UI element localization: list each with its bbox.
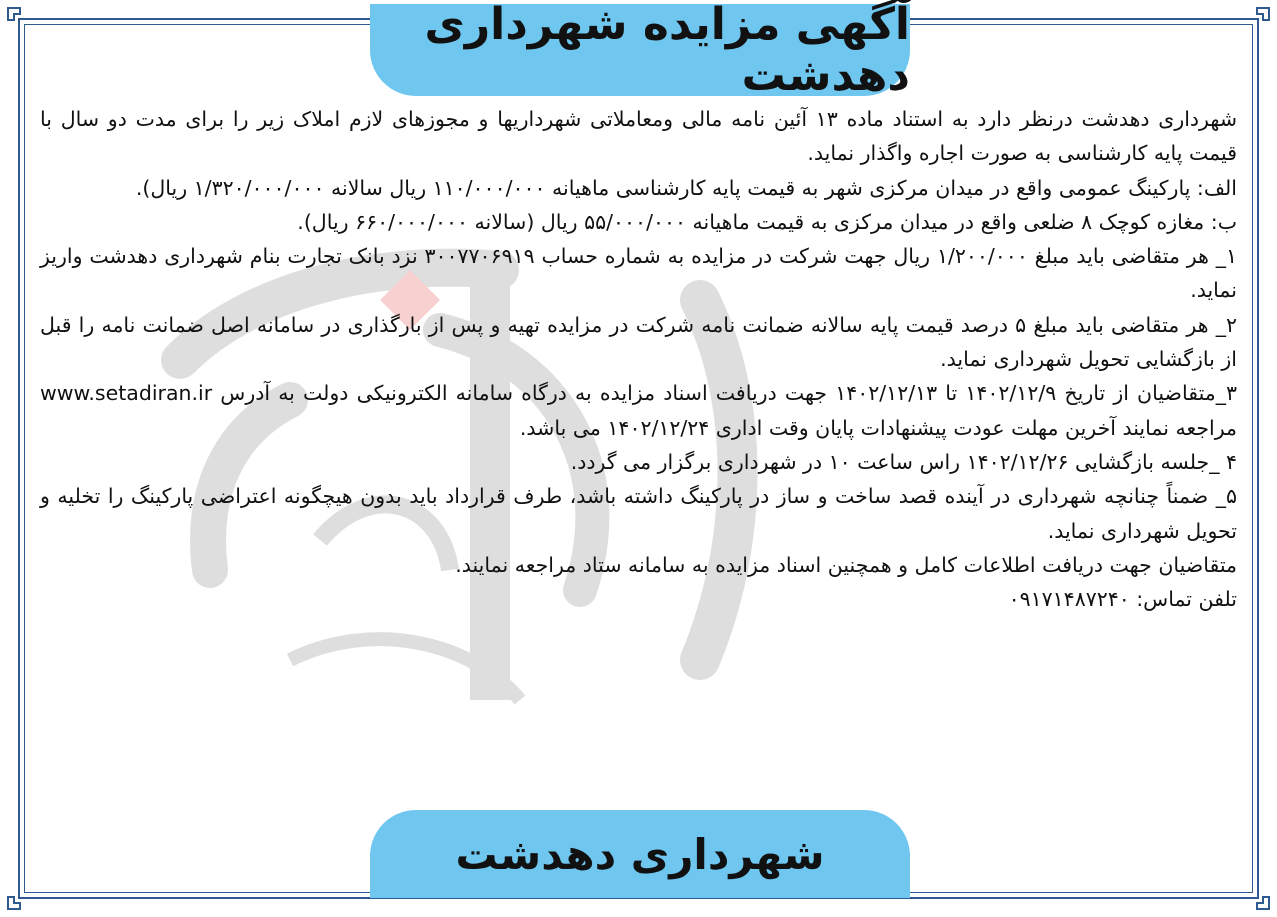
corner-ornament-icon: [1245, 6, 1271, 32]
intro-paragraph: شهرداری دهدشت درنظر دارد به استناد ماده ۱۳ آئین نامه مالی ومعاملاتی شهرداریها و مجوزهای لازم املاک زیر را برای مدت دو سال با قیمت پایه کارشناسی به صورت اجاره واگذار نماید.: [40, 107, 1237, 166]
condition-3-paragraph: ۳_متقاضیان از تاریخ ۱۴۰۲/۱۲/۹ تا ۱۴۰۲/۱۲/۱۳ جهت دریافت اسناد مزایده به درگاه سامانه الکترونیکی دولت به آدرس www.setadiran.ir مراجعه نمایند آخرین مهلت عودت پیشنهادات پایان وقت اداری ۱۴۰۲/۱۲/۲۴ می باشد.: [40, 381, 1238, 440]
footer-banner: [370, 810, 910, 898]
contact-phone: تلفن تماس: ۰۹۱۷۱۴۸۷۲۴۰: [1008, 587, 1237, 612]
info-paragraph: متقاضیان جهت دریافت اطلاعات کامل و همچنین اسناد مزایده به سامانه ستاد مراجعه نمایند.: [455, 552, 1237, 577]
footer-signature: شهرداری دهدشت: [455, 829, 825, 879]
title-banner: [370, 0, 910, 101]
corner-ornament-icon: [6, 6, 32, 32]
notice-body: [40, 102, 1237, 616]
condition-1-paragraph: ۱_ هر متقاضی باید مبلغ ۱/۲۰۰/۰۰۰ ریال جهت شرکت در مزایده به شماره حساب ۳۰۰۷۷۰۶۹۱۹ نزد بانک تجارت بنام شهرداری دهدشت واریز نماید.: [40, 244, 1237, 303]
item-alef-paragraph: الف: پارکینگ عمومی واقع در میدان مرکزی شهر به قیمت پایه کارشناسی ماهیانه ۱۱۰/۰۰۰/۰۰۰ ریال سالانه ۱/۳۲۰/۰۰۰/۰۰۰ ریال).: [135, 175, 1237, 200]
corner-ornament-icon: [1245, 885, 1271, 911]
page-title: آگهی مزایده شهرداری دهدشت: [424, 0, 910, 101]
item-be-paragraph: ب: مغازه کوچک ۸ ضلعی واقع در میدان مرکزی به قیمت ماهیانه ۵۵/۰۰۰/۰۰۰ ریال (سالانه ۶۶۰/۰۰۰/۰۰۰ ریال).: [297, 209, 1237, 234]
corner-ornament-icon: [6, 885, 32, 911]
condition-4-paragraph: ۴ _جلسه بازگشایی ۱۴۰۲/۱۲/۲۶ راس ساعت ۱۰ در شهرداری برگزار می گردد.: [570, 449, 1237, 474]
condition-5-paragraph: ۵_ ضمناً چنانچه شهرداری در آینده قصد ساخت و ساز در پارکینگ داشته باشد، طرف قرارداد باید بدون هیچگونه اعتراضی پارکینگ را تخلیه و تحویل شهرداری نماید.: [40, 484, 1237, 543]
condition-2-paragraph: ۲_ هر متقاضی باید مبلغ ۵ درصد قیمت پایه سالانه ضمانت نامه شرکت در مزایده تهیه و پس از بارگذاری در سامانه اصل ضمانت نامه را قبل از بازگشایی تحویل شهرداری نماید.: [40, 312, 1237, 372]
